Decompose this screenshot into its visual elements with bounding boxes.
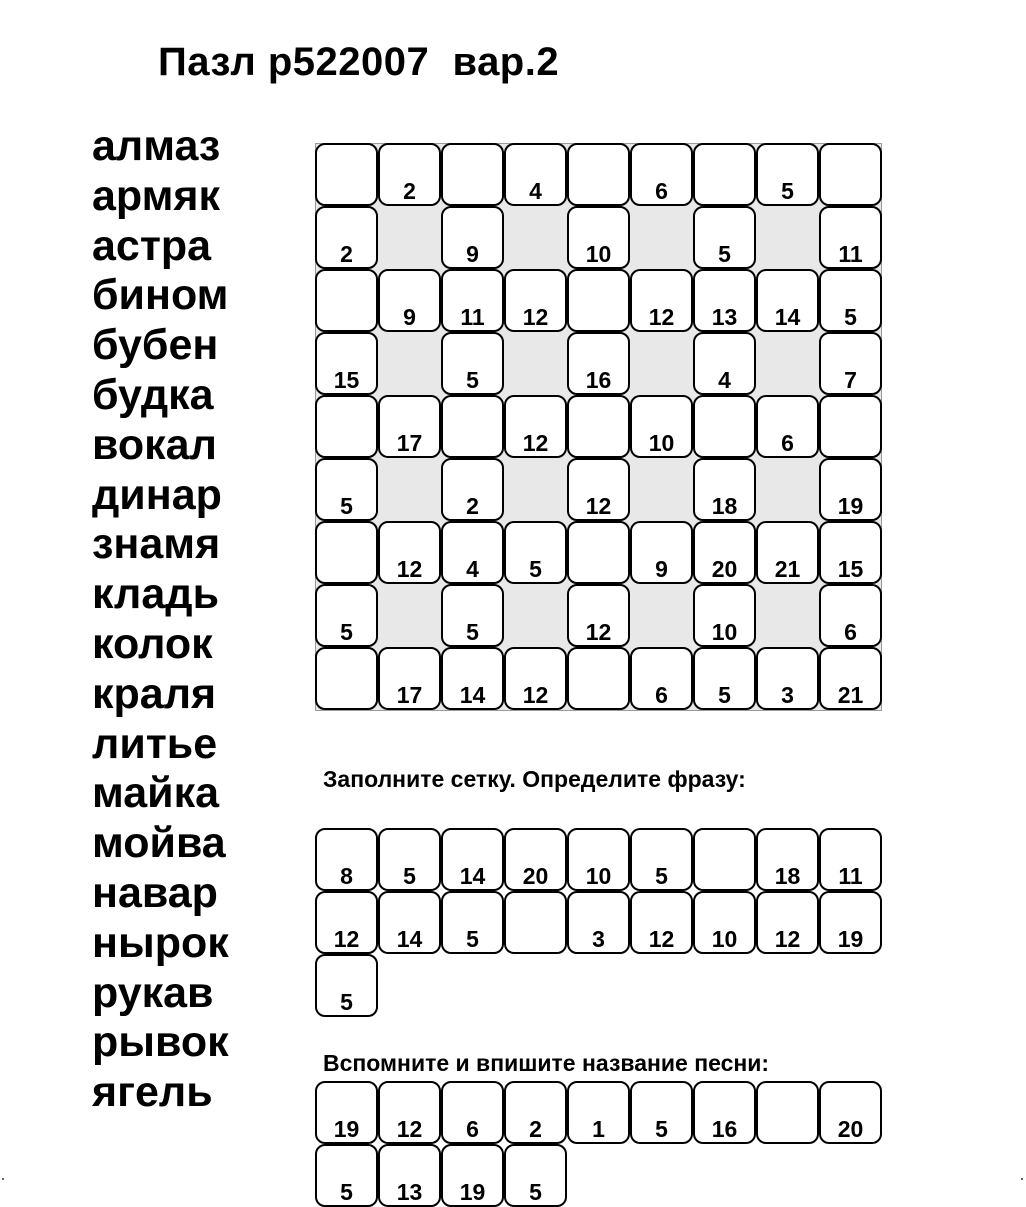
- cell-number: 12: [585, 619, 612, 645]
- word-list-item: мойва: [92, 819, 226, 868]
- cell-number: 9: [466, 241, 479, 267]
- cell-number: 12: [522, 682, 549, 708]
- corner-mark: [2, 1178, 4, 1180]
- cell-number: 15: [837, 556, 864, 582]
- grid-cell[interactable]: [504, 395, 567, 458]
- puzzle-title: Пазл р522007 вар.2: [158, 40, 560, 84]
- cell-number: 19: [333, 1116, 360, 1142]
- word-list-item: ягель: [92, 1068, 213, 1117]
- grid-cell[interactable]: [630, 269, 693, 332]
- cell-number: 20: [522, 863, 549, 889]
- song-cell[interactable]: [693, 1081, 756, 1144]
- cell-number: 4: [718, 367, 731, 393]
- grid-cell[interactable]: [504, 647, 567, 710]
- cell-number: 2: [340, 241, 353, 267]
- cell-number: 10: [585, 863, 612, 889]
- cell-number: 18: [711, 493, 738, 519]
- phrase-cell[interactable]: [567, 828, 630, 891]
- cell-number: 5: [718, 241, 731, 267]
- grid-cell[interactable]: [693, 395, 756, 458]
- grid-cell[interactable]: [567, 143, 630, 206]
- grid-cell[interactable]: [819, 269, 882, 332]
- word-list-item: краля: [92, 669, 217, 718]
- word-list-item: колок: [92, 619, 213, 668]
- song-cell[interactable]: [756, 1081, 819, 1144]
- cell-number: 15: [333, 367, 360, 393]
- phrase-cell[interactable]: [567, 891, 630, 954]
- cell-number: 9: [403, 304, 416, 330]
- cell-number: 6: [655, 682, 668, 708]
- cell-number: 14: [396, 926, 423, 952]
- grid-cell[interactable]: [441, 206, 504, 269]
- cell-number: 5: [655, 1116, 668, 1142]
- cell-number: 2: [466, 493, 479, 519]
- word-list-item: рывок: [92, 1018, 229, 1067]
- grid-cell[interactable]: [756, 269, 819, 332]
- cell-number: 3: [781, 682, 794, 708]
- grid-cell[interactable]: [819, 206, 882, 269]
- cell-number: 3: [592, 926, 605, 952]
- cell-number: 11: [460, 304, 485, 330]
- cell-number: 5: [340, 619, 353, 645]
- grid-cell[interactable]: [630, 143, 693, 206]
- cell-number: 5: [403, 863, 416, 889]
- cell-number: 1: [592, 1116, 605, 1142]
- grid-cell[interactable]: [504, 143, 567, 206]
- cell-number: 19: [459, 1179, 486, 1205]
- grid-cell[interactable]: [693, 584, 756, 647]
- cell-number: 5: [781, 178, 794, 204]
- cell-number: 4: [466, 556, 479, 582]
- cell-number: 6: [844, 619, 857, 645]
- phrase-cell[interactable]: [756, 828, 819, 891]
- grid-cell[interactable]: [819, 458, 882, 521]
- phrase-cell[interactable]: [315, 828, 378, 891]
- corner-mark: [1021, 1178, 1023, 1180]
- cell-number: 17: [396, 682, 423, 708]
- phrase-cell[interactable]: [756, 891, 819, 954]
- grid-cell[interactable]: [567, 332, 630, 395]
- song-cell[interactable]: [567, 1081, 630, 1144]
- word-list-item: знамя: [92, 520, 221, 569]
- grid-cell[interactable]: [504, 521, 567, 584]
- grid-cell[interactable]: [819, 521, 882, 584]
- grid-cell[interactable]: [378, 647, 441, 710]
- grid-cell[interactable]: [441, 584, 504, 647]
- word-list-item: майка: [92, 769, 220, 818]
- phrase-cell[interactable]: [630, 891, 693, 954]
- grid-cell[interactable]: [315, 269, 378, 332]
- phrase-cell[interactable]: [378, 891, 441, 954]
- phrase-cell[interactable]: [504, 828, 567, 891]
- song-cell[interactable]: [378, 1144, 441, 1207]
- cell-number: 10: [711, 619, 738, 645]
- cell-number: 2: [529, 1116, 542, 1142]
- cell-number: 10: [648, 430, 675, 456]
- grid-cell[interactable]: [315, 206, 378, 269]
- cell-number: 14: [459, 682, 486, 708]
- grid-cell[interactable]: [693, 269, 756, 332]
- word-list-item: нырок: [92, 918, 229, 967]
- cell-number: 20: [711, 556, 738, 582]
- cell-number: 5: [529, 556, 542, 582]
- word-list-item: литье: [92, 719, 218, 768]
- song-cell[interactable]: [504, 1081, 567, 1144]
- grid-cell[interactable]: [819, 395, 882, 458]
- word-list-item: алмаз: [92, 122, 221, 170]
- cell-number: 12: [522, 304, 549, 330]
- song-cell[interactable]: [315, 1081, 378, 1144]
- cell-number: 8: [340, 863, 353, 889]
- grid-cell[interactable]: [315, 332, 378, 395]
- word-list-item: астра: [92, 221, 212, 270]
- grid-cell[interactable]: [441, 458, 504, 521]
- grid-cell[interactable]: [630, 395, 693, 458]
- cell-number: 20: [837, 1116, 864, 1142]
- grid-cell[interactable]: [441, 269, 504, 332]
- cell-number: 6: [466, 1116, 479, 1142]
- song-label: Вспомните и впишите название песни:: [323, 1050, 770, 1076]
- cell-number: 5: [718, 682, 731, 708]
- cell-number: 5: [844, 304, 857, 330]
- grid-cell[interactable]: [567, 647, 630, 710]
- phrase-cell[interactable]: [315, 891, 378, 954]
- grid-cell[interactable]: [819, 143, 882, 206]
- grid-cell[interactable]: [567, 269, 630, 332]
- cell-number: 12: [774, 926, 801, 952]
- cell-number: 12: [396, 1116, 423, 1142]
- cell-number: 2: [403, 178, 416, 204]
- cell-number: 19: [837, 926, 864, 952]
- word-list-item: армяк: [92, 171, 221, 220]
- song-cell[interactable]: [441, 1081, 504, 1144]
- phrase-cell[interactable]: [819, 828, 882, 891]
- grid-cell[interactable]: [756, 395, 819, 458]
- grid-cell[interactable]: [693, 458, 756, 521]
- cell-number: 12: [585, 493, 612, 519]
- word-list-item: навар: [92, 868, 218, 917]
- grid-cell[interactable]: [378, 143, 441, 206]
- grid-cell[interactable]: [315, 647, 378, 710]
- phrase-cell[interactable]: [441, 828, 504, 891]
- word-list: [92, 122, 229, 1118]
- cell-number: 5: [466, 619, 479, 645]
- song-cell[interactable]: [441, 1144, 504, 1207]
- cell-number: 12: [333, 926, 360, 952]
- grid-cell[interactable]: [693, 332, 756, 395]
- grid-cell[interactable]: [441, 521, 504, 584]
- song-cell[interactable]: [315, 1144, 378, 1207]
- grid-cell[interactable]: [315, 143, 378, 206]
- cell-number: 5: [466, 367, 479, 393]
- grid-cell[interactable]: [756, 647, 819, 710]
- cell-number: 19: [837, 493, 864, 519]
- song-cell[interactable]: [819, 1081, 882, 1144]
- grid-cell[interactable]: [567, 521, 630, 584]
- grid-cell[interactable]: [315, 458, 378, 521]
- cell-number: 12: [522, 430, 549, 456]
- grid-cell[interactable]: [441, 395, 504, 458]
- word-list-item: рукав: [92, 968, 214, 1017]
- cell-number: 13: [711, 304, 738, 330]
- grid-cell[interactable]: [693, 143, 756, 206]
- cell-number: 16: [711, 1116, 738, 1142]
- word-list-item: кладь: [92, 570, 220, 619]
- grid-cell[interactable]: [567, 395, 630, 458]
- cell-number: 5: [340, 989, 353, 1015]
- crossword-grid: [315, 143, 882, 711]
- song-cell[interactable]: [504, 1144, 567, 1207]
- phrase-cell[interactable]: [693, 828, 756, 891]
- grid-cell[interactable]: [441, 647, 504, 710]
- grid-cell[interactable]: [693, 647, 756, 710]
- grid-cell[interactable]: [819, 332, 882, 395]
- grid-cell[interactable]: [819, 647, 882, 710]
- phrase-cell[interactable]: [315, 954, 378, 1017]
- grid-cell[interactable]: [504, 269, 567, 332]
- grid-cell[interactable]: [567, 458, 630, 521]
- word-list-item: динар: [92, 470, 222, 519]
- grid-cell[interactable]: [567, 584, 630, 647]
- cell-number: 6: [655, 178, 668, 204]
- cell-number: 5: [340, 1179, 353, 1205]
- grid-cell[interactable]: [693, 521, 756, 584]
- cell-number: 11: [838, 863, 863, 889]
- phrase-cell[interactable]: [504, 891, 567, 954]
- song-cell[interactable]: [378, 1081, 441, 1144]
- cell-number: 14: [459, 863, 486, 889]
- word-list-item: бином: [92, 271, 229, 320]
- grid-cell[interactable]: [693, 206, 756, 269]
- cell-number: 4: [529, 178, 542, 204]
- grid-cell[interactable]: [315, 395, 378, 458]
- phrase-cell[interactable]: [693, 891, 756, 954]
- grid-cell[interactable]: [378, 395, 441, 458]
- grid-cell[interactable]: [315, 521, 378, 584]
- grid-cell[interactable]: [756, 521, 819, 584]
- cell-number: 18: [774, 863, 801, 889]
- grid-cell[interactable]: [441, 143, 504, 206]
- grid-cell[interactable]: [819, 584, 882, 647]
- cell-number: 10: [711, 926, 738, 952]
- song-cell[interactable]: [630, 1081, 693, 1144]
- cell-number: 9: [655, 556, 668, 582]
- grid-cell[interactable]: [630, 521, 693, 584]
- phrase-label: Заполните сетку. Определите фразу:: [323, 766, 746, 792]
- grid-cell[interactable]: [378, 269, 441, 332]
- cell-number: 5: [340, 493, 353, 519]
- phrase-cell[interactable]: [378, 828, 441, 891]
- phrase-cell[interactable]: [630, 828, 693, 891]
- cell-number: 21: [774, 556, 801, 582]
- cell-number: 12: [648, 304, 675, 330]
- cell-number: 7: [844, 367, 857, 393]
- phrase-cell[interactable]: [441, 891, 504, 954]
- grid-cell[interactable]: [756, 143, 819, 206]
- grid-cell[interactable]: [378, 521, 441, 584]
- cell-number: 5: [466, 926, 479, 952]
- grid-cell[interactable]: [441, 332, 504, 395]
- word-list-item: бубен: [92, 321, 219, 370]
- cell-number: 16: [585, 367, 612, 393]
- cell-number: 5: [529, 1179, 542, 1205]
- cell-number: 17: [396, 430, 423, 456]
- grid-cell[interactable]: [567, 206, 630, 269]
- cell-number: 10: [585, 241, 612, 267]
- cell-number: 11: [838, 241, 863, 267]
- grid-cell[interactable]: [315, 584, 378, 647]
- cell-number: 12: [396, 556, 423, 582]
- grid-cell[interactable]: [630, 647, 693, 710]
- phrase-cell[interactable]: [819, 891, 882, 954]
- cell-number: 6: [781, 430, 794, 456]
- cell-number: 12: [648, 926, 675, 952]
- word-list-item: вокал: [92, 420, 217, 469]
- word-list-item: будка: [92, 370, 214, 419]
- cell-number: 21: [837, 682, 864, 708]
- cell-number: 14: [774, 304, 801, 330]
- cell-number: 5: [655, 863, 668, 889]
- cell-number: 13: [396, 1179, 423, 1205]
